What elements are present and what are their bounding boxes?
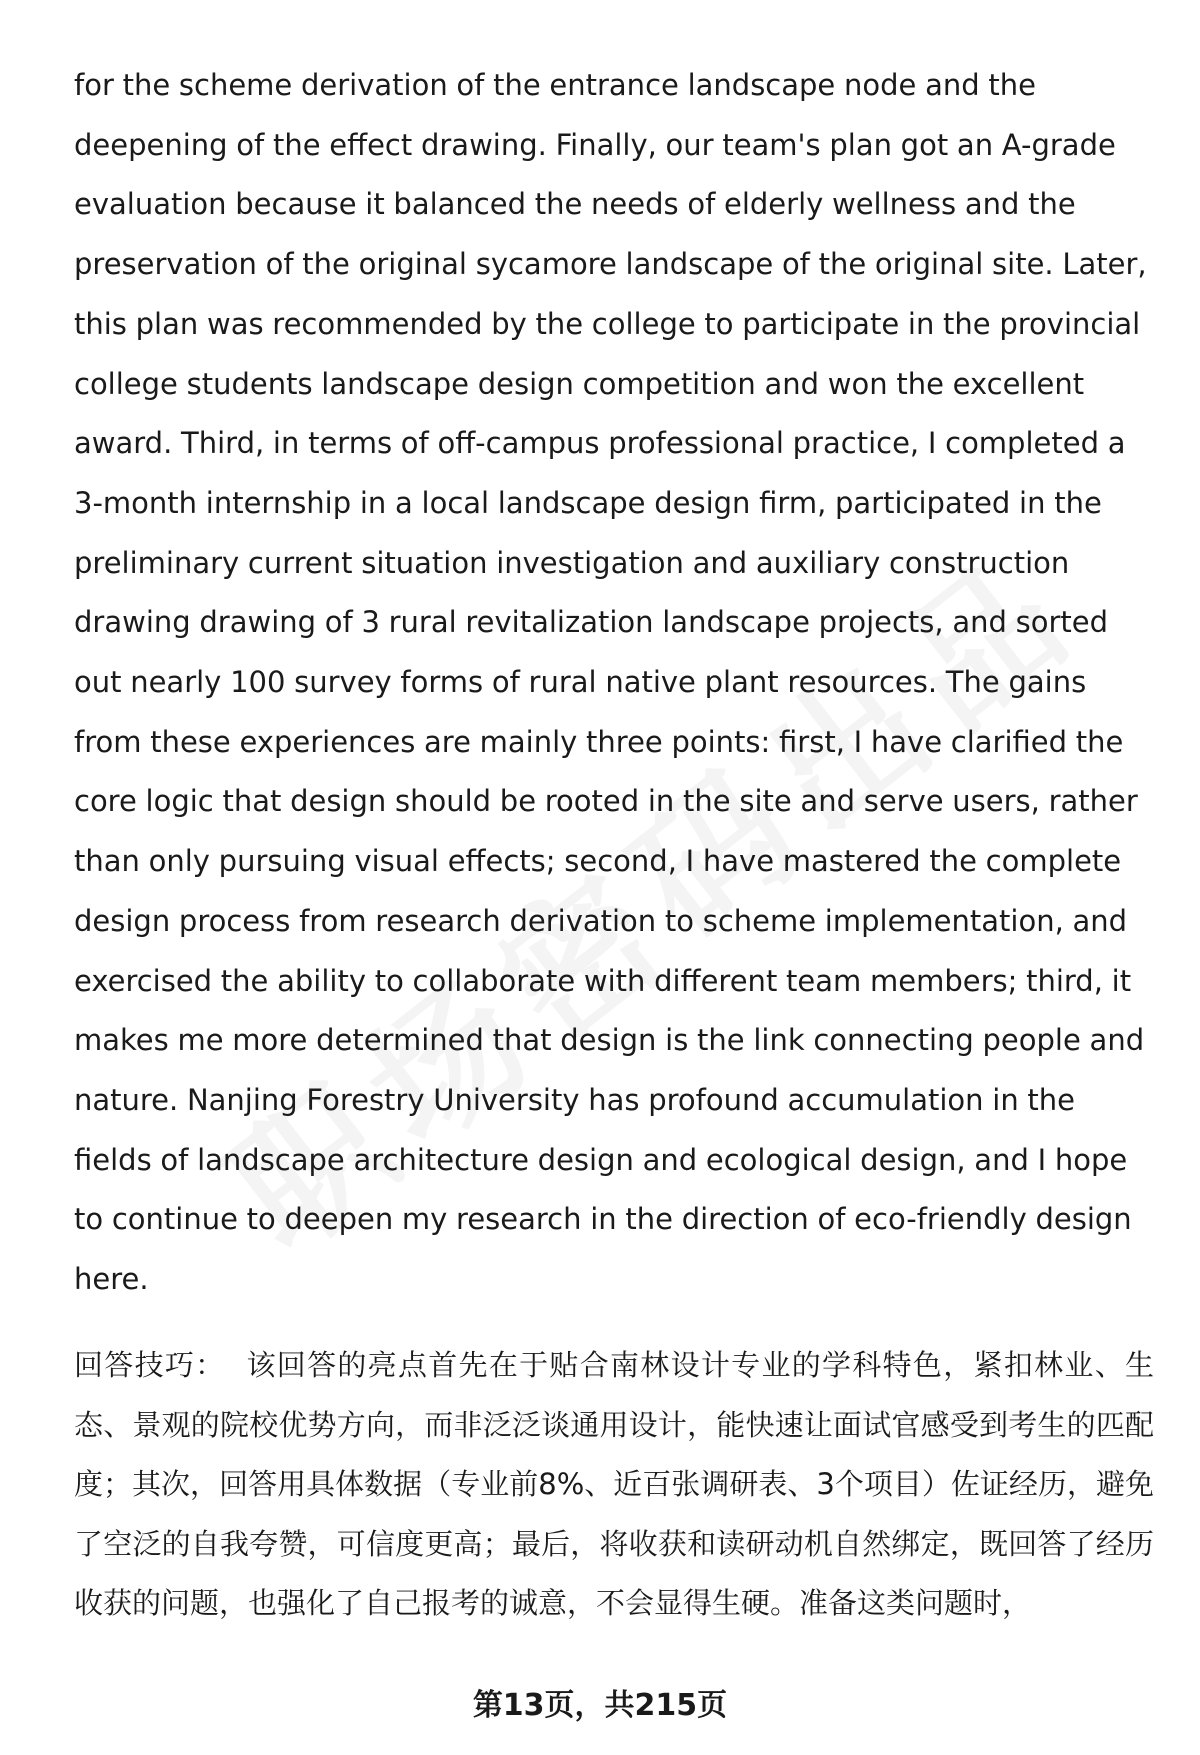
page-number: 第13页，共215页 — [472, 1688, 728, 1723]
tips-paragraph — [74, 1336, 1154, 1634]
answer-paragraph: for the scheme derivation of the entrance landscape node and the deepening of the effect drawing. Finally, our team's plan got an A-grade evaluation because it balanced the needs of elderly wellness and the preservation of the original sycamore landscape of the original site. Later, this plan was recommended by the college to participate in the provincial college students landscape design competition and won the excellent award. Third, in terms of off-campus professional practice, I completed a 3-month internship in a local landscape design firm, participated in the preliminary current situation investigation and auxiliary construction drawing drawing of 3 rural revitalization landscape projects, and sorted out nearly 100 survey forms of rural native plant resources. The gains from these experiences are mainly three points: first, I have clarified the core logic that design should be rooted in the site and serve users, rather than only pursuing visual effects; second, I have mastered the complete design process from research derivation to scheme implementation, and exercised the ability to collaborate with different team members; third, it makes me more determined that design is the link connecting people and nature. Nanjing Forestry University has profound accumulation in the fields of landscape architecture design and ecological design, and I hope to continue to deepen my research in the direction of eco-friendly design here. — [74, 68, 1147, 1297]
tips-text: 该回答的亮点首先在于贴合南林设计专业的学科特色，紧扣林业、生态、景观的院校优势方向，而非泛泛谈通用设计，能快速让面试官感受到考生的匹配度；其次，回答用具体数据（专业前8%、近百张调研表、3个项目）佐证经历，避免了空泛的自我夸赞，可信度更高；最后，将收获和读研动机自然绑定，既回答了经历收获的问题，也强化了自己报考的诚意，不会显得生硬。准备这类问题时， — [74, 1348, 1154, 1620]
tips-label: 回答技巧： — [74, 1348, 226, 1382]
